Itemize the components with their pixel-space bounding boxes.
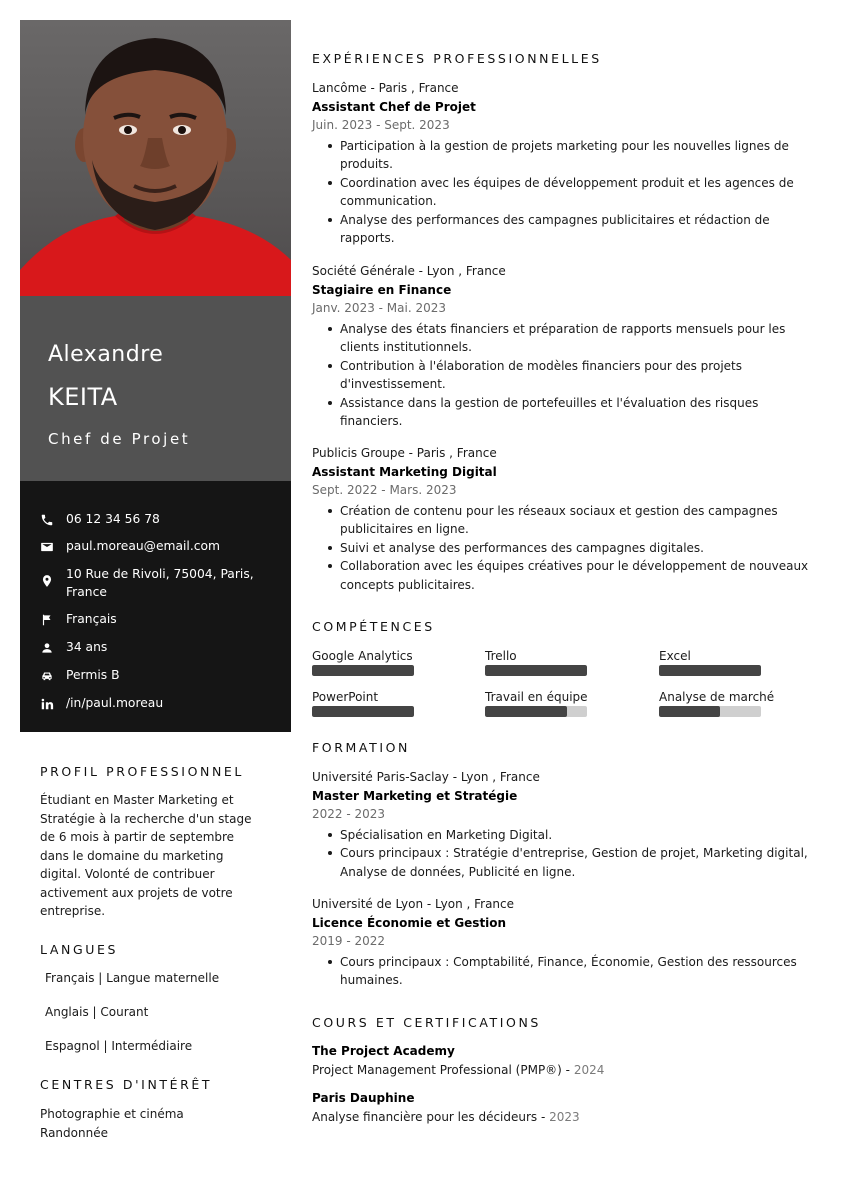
email-text: paul.moreau@email.com: [66, 539, 221, 553]
formation-bullet: Spécialisation en Marketing Digital.: [312, 826, 812, 845]
formation-degree: Licence Économie et Gestion: [312, 915, 507, 930]
skill-label: Trello: [485, 649, 517, 663]
certification-entry: [312, 1089, 812, 1127]
certification-name: Analyse financière pour les décideurs: [312, 1110, 538, 1124]
experience-bullet: Collaboration avec les équipes créatives pour le développement de nouveaux concepts publicitaires.: [312, 557, 812, 594]
skill-bar-fill: [312, 665, 414, 676]
contact-phone[interactable]: [40, 510, 266, 528]
skill-item: [312, 689, 462, 717]
contact-email[interactable]: [40, 537, 266, 555]
experience-bullet: Analyse des performances des campagnes publicitaires et rédaction de rapports.: [312, 211, 812, 248]
certification-separator: -: [537, 1110, 550, 1124]
experience-entry: [312, 444, 812, 594]
contact-age: [40, 638, 266, 656]
certification-org: The Project Academy: [312, 1044, 455, 1058]
first-name: Alexandre: [48, 342, 164, 367]
certification-org: Paris Dauphine: [312, 1091, 415, 1105]
certification-year: 2023: [549, 1110, 580, 1124]
skill-item: [485, 648, 635, 676]
certification-entry: [312, 1042, 812, 1080]
interest-item: Randonnée: [40, 1126, 108, 1140]
name-panel: [20, 296, 291, 481]
skill-bar-fill: [659, 665, 761, 676]
language-item: Français | Langue maternelle: [45, 971, 220, 985]
experience-entry: [312, 262, 812, 431]
experience-role: Stagiaire en Finance: [312, 282, 452, 297]
contact-address: [40, 565, 266, 601]
skill-item: [485, 689, 635, 717]
formation-school: Université Paris-Saclay - Lyon , France: [312, 770, 540, 784]
competences-section-title: COMPÉTENCES: [312, 619, 435, 634]
certification-name: Project Management Professional (PMP®): [312, 1063, 562, 1077]
skill-bar: [312, 706, 414, 717]
experience-date: Sept. 2022 - Mars. 2023: [312, 483, 457, 497]
experience-company: Lancôme - Paris , France: [312, 81, 459, 95]
linkedin-icon: [40, 697, 54, 711]
person-icon: [40, 641, 54, 655]
experience-company: Publicis Groupe - Paris , France: [312, 446, 497, 460]
profil-text: Étudiant en Master Marketing et Stratégie à la recherche d'un stage de 6 mois à partir de septembre dans le domaine du marketing digital. Volonté de contribuer activement aux projets de votre entreprise.: [40, 793, 252, 918]
phone-text: 06 12 34 56 78: [66, 512, 160, 526]
interets-section-title: CENTRES D'INTÉRÊT: [40, 1077, 213, 1092]
skill-label: Excel: [659, 649, 691, 663]
age-text: 34 ans: [66, 640, 108, 654]
skill-bar: [485, 706, 587, 717]
contact-linkedin[interactable]: [40, 694, 266, 712]
skill-label: Google Analytics: [312, 649, 413, 663]
skill-bar-fill: [485, 706, 567, 717]
experience-date: Janv. 2023 - Mai. 2023: [312, 301, 447, 315]
interest-item: Photographie et cinéma: [40, 1107, 184, 1121]
linkedin-text: /in/paul.moreau: [66, 696, 164, 710]
formation-date: 2019 - 2022: [312, 934, 386, 948]
experience-entry: [312, 79, 812, 248]
certification-line: [312, 1061, 812, 1080]
skill-bar: [312, 665, 414, 676]
language-item: Anglais | Courant: [45, 1005, 149, 1019]
experience-bullet: Contribution à l'élaboration de modèles financiers pour des projets d'investissement.: [312, 357, 812, 394]
formation-degree: Master Marketing et Stratégie: [312, 788, 518, 803]
skill-item: [659, 648, 809, 676]
contact-nationality: [40, 610, 266, 628]
skill-bar-fill: [659, 706, 720, 717]
formation-school: Université de Lyon - Lyon , France: [312, 897, 515, 911]
experience-bullet: Analyse des états financiers et préparation de rapports mensuels pour les clients institutionnels.: [312, 320, 812, 357]
experience-bullet: Assistance dans la gestion de portefeuilles et l'évaluation des risques financiers.: [312, 394, 812, 431]
certification-year: 2024: [573, 1063, 605, 1077]
profil-section-title: PROFIL PROFESSIONNEL: [40, 764, 244, 779]
skill-bar-fill: [485, 665, 587, 676]
certification-line: [312, 1108, 812, 1127]
certifications-section-title: COURS ET CERTIFICATIONS: [312, 1015, 541, 1030]
experience-company: Société Générale - Lyon , France: [312, 264, 506, 278]
formation-section-title: FORMATION: [312, 740, 410, 755]
skill-bar: [485, 665, 587, 676]
experience-bullet: Participation à la gestion de projets marketing pour les nouvelles lignes de produits.: [312, 137, 812, 174]
car-icon: [40, 669, 54, 683]
formation-entry: [312, 768, 812, 881]
flag-icon: [40, 613, 54, 627]
contact-panel: [20, 481, 291, 732]
certification-separator: -: [561, 1063, 574, 1077]
skill-item: [312, 648, 462, 676]
formation-entry: [312, 895, 812, 990]
experience-role: Assistant Chef de Projet: [312, 99, 476, 114]
skill-bar-fill: [312, 706, 414, 717]
last-name: KEITA: [48, 383, 118, 411]
skill-bar: [659, 706, 761, 717]
mail-icon: [40, 540, 54, 554]
job-title: Chef de Projet: [48, 430, 191, 448]
skill-label: Analyse de marché: [659, 690, 775, 704]
language-item: Espagnol | Intermédiaire: [45, 1039, 193, 1053]
address-text: 10 Rue de Rivoli, 75004, Paris, France: [66, 567, 254, 599]
license-text: Permis B: [66, 668, 120, 682]
experience-bullet: Suivi et analyse des performances des campagnes digitales.: [312, 539, 812, 558]
location-pin-icon: [40, 574, 54, 588]
formation-bullet: Cours principaux : Stratégie d'entreprise, Gestion de projet, Marketing digital, Analyse de données, Publicité en ligne.: [312, 844, 812, 881]
experience-bullet: Création de contenu pour les réseaux sociaux et gestion des campagnes publicitaires en ligne.: [312, 502, 812, 539]
experience-date: Juin. 2023 - Sept. 2023: [312, 118, 450, 132]
skill-item: [659, 689, 809, 717]
skill-bar: [659, 665, 761, 676]
skill-label: PowerPoint: [312, 690, 379, 704]
skill-label: Travail en équipe: [485, 690, 588, 704]
phone-icon: [40, 513, 54, 527]
langues-section-title: LANGUES: [40, 942, 119, 957]
experience-bullet: Coordination avec les équipes de développement produit et les agences de communication.: [312, 174, 812, 211]
experiences-section-title: EXPÉRIENCES PROFESSIONNELLES: [312, 51, 602, 66]
contact-license: [40, 666, 266, 684]
nationality-text: Français: [66, 612, 117, 626]
profile-photo: [20, 20, 291, 296]
experience-role: Assistant Marketing Digital: [312, 464, 497, 479]
formation-bullet: Cours principaux : Comptabilité, Finance, Économie, Gestion des ressources humaines.: [312, 953, 812, 990]
formation-date: 2022 - 2023: [312, 807, 386, 821]
